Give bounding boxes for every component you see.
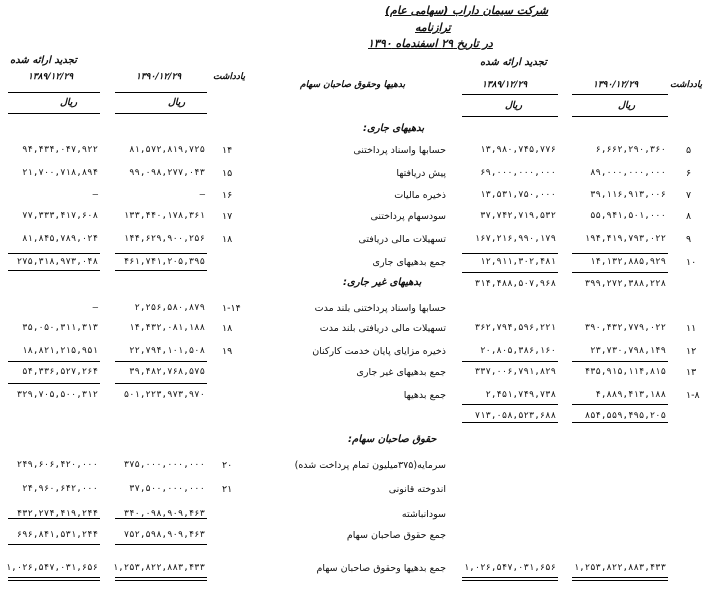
left-note: ۱۷	[222, 211, 233, 222]
left-current-value: ۳۹,۴۸۲,۷۶۸,۵۷۵	[129, 367, 205, 377]
right-unit-rule-2	[572, 116, 668, 117]
rule-equity-left2	[115, 518, 207, 519]
right-note: ۱۱	[686, 323, 697, 334]
left-current-value: ۵۰۱,۲۲۳,۹۷۳,۹۷۰	[123, 390, 205, 400]
left-prior-value: ۹۴,۴۳۴,۰۴۷,۹۲۲	[22, 145, 98, 155]
right-note: ۵	[686, 145, 692, 156]
right-current-unit: ریال	[618, 100, 636, 111]
right-current-value: ۴۳۵,۹۱۵,۱۱۴,۸۱۵	[584, 367, 666, 377]
left-current-value: ۳۴۰,۰۹۸,۹۰۹,۴۶۳	[123, 509, 205, 519]
right-prior-date: ۱۳۸۹/۱۲/۲۹	[482, 80, 528, 90]
left-prior-unit: ریال	[60, 97, 78, 108]
rule-sub-left	[8, 270, 100, 271]
right-note-header: یادداشت	[670, 80, 703, 90]
left-current-value: —	[199, 190, 205, 200]
left-prior-value: ۳۵,۰۵۰,۳۱۱,۳۱۳	[22, 323, 98, 333]
rule-total-left2	[115, 383, 207, 384]
statement-date: در تاریخ ۲۹ اسفندماه ۱۳۹۰	[368, 37, 493, 50]
left-prior-value: ۷۷,۳۳۳,۴۱۷,۶۰۸	[22, 211, 98, 221]
rule-sub-right2	[572, 272, 668, 273]
right-prior-value: ۷۱۳,۰۵۸,۵۲۳,۶۸۸	[474, 411, 556, 421]
left-row-label: اندوخته قانونی	[388, 484, 446, 495]
right-current-value: ۱۴,۱۳۲,۸۸۵,۹۲۹	[590, 257, 666, 267]
rule-sub-right	[462, 272, 558, 273]
left-prior-value: ۵۴,۳۳۶,۵۲۷,۲۶۴	[22, 367, 98, 377]
left-row-label: تسهیلات مالی دریافتی	[358, 234, 446, 245]
right-note: ۱۲	[686, 346, 697, 357]
left-prior-value: ۱۸,۸۲۱,۲۱۵,۹۵۱	[22, 346, 98, 356]
section-current-liabilities: بدهیهای جاری:	[363, 123, 425, 134]
left-row-label: تسهیلات مالی دریافتی بلند مدت	[319, 323, 446, 334]
right-current-value: ۸۵۴,۵۵۹,۴۹۵,۲۰۵	[584, 411, 666, 421]
right-prior-value: ۱۲,۹۱۱,۳۰۲,۴۸۱	[480, 257, 556, 267]
right-note: ۷	[686, 190, 692, 201]
right-note: ۸	[686, 211, 692, 222]
left-prior-value: ۲۴,۹۶۰,۶۴۲,۰۰۰	[22, 484, 98, 494]
right-prior-value: ۶۹,۰۰۰,۰۰۰,۰۰۰	[480, 168, 556, 178]
right-current-value: ۳۹۹,۲۷۲,۳۸۸,۲۲۸	[584, 279, 666, 289]
left-prior-value: ۴۳۲,۲۷۴,۴۱۹,۲۴۴	[16, 509, 98, 519]
right-current-value: ۶,۶۶۲,۲۹۰,۳۶۰	[595, 145, 666, 155]
left-row-label: حسابها واسناد پرداختنی	[353, 145, 446, 156]
left-row-label: پیش دریافتها	[396, 168, 446, 179]
rule-current-right2	[572, 253, 668, 254]
left-prior-value: ۱,۰۲۶,۵۴۷,۰۳۱,۶۵۶	[5, 563, 98, 573]
right-header-rule-2	[572, 94, 668, 95]
left-current-value: ۹۹,۰۹۸,۲۷۷,۰۴۳	[129, 168, 205, 178]
right-prior-value: ۱۶۷,۲۱۶,۹۹۰,۱۷۹	[474, 234, 556, 244]
left-row-label: سرمایه(۳۷۵میلیون تمام پرداخت شده)	[294, 460, 446, 471]
right-header-rule	[462, 94, 558, 95]
rule-total-right	[462, 404, 558, 405]
left-row-label: جمع بدهیهای جاری	[372, 257, 446, 268]
grand-total-double-left2	[115, 577, 207, 581]
right-current-value: ۸۹,۰۰۰,۰۰۰,۰۰۰	[590, 168, 666, 178]
right-prior-value: ۱,۰۲۶,۵۴۷,۰۳۱,۶۵۶	[463, 563, 556, 573]
left-current-value: ۲۲,۷۹۴,۱۰۱,۵۰۸	[129, 346, 205, 356]
rule-noncurrent-right	[462, 361, 558, 362]
grand-total-double-right	[462, 577, 558, 581]
left-unit-rule	[8, 113, 100, 114]
left-restated-label: تجدید ارائه شده	[10, 55, 77, 66]
rule-noncurrent-left	[8, 361, 100, 362]
right-prior-value: ۲۰,۸۰۵,۳۸۶,۱۶۰	[480, 346, 556, 356]
left-prior-value: —	[92, 303, 98, 313]
right-note: ۹	[686, 234, 692, 245]
right-caption: بدهیها وحقوق صاحبان سهام	[300, 80, 406, 90]
left-current-value: ۸۱,۵۷۲,۸۱۹,۷۲۵	[129, 145, 205, 155]
company-title: شرکت سیمان داراب (سهامی عام)	[385, 4, 549, 17]
right-note: ۱۰	[686, 257, 697, 268]
left-current-unit: ریال	[168, 97, 186, 108]
left-prior-value: ۲۷۵,۳۱۸,۹۷۳,۰۴۸	[16, 257, 98, 267]
left-current-value: ۱۴,۴۳۲,۰۸۱,۱۸۸	[129, 323, 205, 333]
left-note: ۲۰	[222, 460, 233, 471]
left-unit-rule-2	[115, 113, 207, 114]
left-note: ۱۸	[222, 323, 233, 334]
right-current-value: ۱,۲۵۳,۸۲۲,۸۸۳,۴۳۳	[573, 563, 666, 573]
left-prior-value: ۸۱,۸۴۵,۷۸۹,۰۲۴	[22, 234, 98, 244]
left-note: ۱۵	[222, 168, 233, 179]
rule-equity-left	[8, 518, 100, 519]
left-current-date: ۱۳۹۰/۱۲/۲۹	[136, 72, 182, 82]
right-current-value: ۵۵,۹۴۱,۵۰۱,۰۰۰	[590, 211, 666, 221]
left-note: ۱۹	[222, 346, 233, 357]
right-note: ۶	[686, 168, 692, 179]
left-current-value: ۴۶۱,۷۴۱,۲۰۵,۳۹۵	[123, 257, 205, 267]
right-prior-value: ۳۶۲,۷۹۴,۵۹۶,۲۲۱	[474, 323, 556, 333]
left-current-value: ۳۷,۵۰۰,۰۰۰,۰۰۰	[129, 484, 205, 494]
right-current-value: ۴,۸۸۹,۴۱۳,۱۸۸	[595, 390, 666, 400]
left-current-value: ۱۴۴,۶۲۹,۹۰۰,۲۵۶	[123, 234, 205, 244]
right-current-value: ۲۳,۷۳۰,۷۹۸,۱۴۹	[590, 346, 666, 356]
rule-equity-left4	[115, 544, 207, 545]
left-prior-date: ۱۳۸۹/۱۲/۲۹	[28, 72, 74, 82]
right-note: ۱-۸	[686, 390, 700, 401]
right-current-value: ۱۹۴,۴۱۹,۷۹۳,۰۲۲	[584, 234, 666, 244]
left-current-value: ۱,۲۵۳,۸۲۲,۸۸۳,۴۳۳	[112, 563, 205, 573]
rule-equity-left3	[8, 544, 100, 545]
statement-title: ترازنامه	[415, 21, 451, 34]
left-row-label: جمع حقوق صاحبان سهام	[346, 530, 446, 541]
left-row-label: جمع بدهیها	[403, 390, 446, 401]
right-restated-label: تجدید ارائه شده	[480, 57, 547, 68]
grand-total-double-left	[8, 577, 100, 581]
left-prior-value: ۳۲۹,۷۰۵,۵۰۰,۳۱۲	[16, 390, 98, 400]
right-current-date: ۱۳۹۰/۱۲/۲۹	[593, 80, 639, 90]
rule-current-left	[8, 253, 100, 254]
rule-total-right2	[572, 404, 668, 405]
right-prior-value: ۱۳,۵۳۱,۷۵۰,۰۰۰	[480, 190, 556, 200]
left-row-label: ذخیره مالیات	[394, 190, 446, 201]
left-row-label: جمع بدهیها وحقوق صاحبان سهام	[316, 563, 446, 574]
left-header-rule-2	[115, 92, 207, 93]
right-prior-value: ۳۱۴,۴۸۸,۵۰۷,۹۶۸	[474, 279, 556, 289]
left-note: ۱۴	[222, 145, 233, 156]
section-noncurrent-liabilities: بدهیهای غیر جاری:	[343, 277, 422, 288]
rule-noncurrent-right2	[572, 361, 668, 362]
rule-total-right-b	[462, 422, 558, 423]
left-current-value: ۱۳۳,۴۴۰,۱۷۸,۳۶۱	[123, 211, 205, 221]
left-row-label: ذخیره مزایای پایان خدمت کارکنان	[312, 346, 446, 357]
right-note: ۱۳	[686, 367, 697, 378]
left-row-label: جمع بدهیهای غیر جاری	[356, 367, 446, 378]
left-current-value: ۷۵۲,۵۹۸,۹۰۹,۴۶۳	[123, 530, 205, 540]
section-equity: حقوق صاحبان سهام:	[348, 434, 437, 445]
left-note: ۱-۱۴	[222, 303, 241, 314]
left-current-value: ۳۷۵,۰۰۰,۰۰۰,۰۰۰	[123, 460, 205, 470]
left-prior-value: ۲۱,۷۰۰,۷۱۸,۸۹۴	[22, 168, 98, 178]
rule-current-right	[462, 253, 558, 254]
rule-sub-left2	[115, 270, 207, 271]
right-prior-value: ۳۳۷,۰۰۶,۷۹۱,۸۲۹	[474, 367, 556, 377]
left-prior-value: —	[92, 190, 98, 200]
rule-current-left2	[115, 253, 207, 254]
right-unit-rule	[462, 116, 558, 117]
left-row-label: سودانباشته	[401, 509, 446, 520]
rule-total-left	[8, 383, 100, 384]
right-prior-value: ۳۷,۷۴۲,۷۱۹,۵۳۲	[480, 211, 556, 221]
left-note: ۲۱	[222, 484, 233, 495]
left-prior-value: ۶۹۶,۸۴۱,۵۳۱,۲۴۴	[16, 530, 98, 540]
left-header-rule	[8, 92, 100, 93]
left-note: ۱۶	[222, 190, 233, 201]
right-current-value: ۳۹,۱۱۶,۹۱۳,۰۰۶	[590, 190, 666, 200]
left-current-value: ۲,۲۵۶,۵۸۰,۸۷۹	[134, 303, 205, 313]
right-prior-unit: ریال	[505, 100, 523, 111]
rule-noncurrent-left2	[115, 361, 207, 362]
right-current-value: ۳۹۰,۴۳۲,۷۷۹,۰۲۲	[584, 323, 666, 333]
right-prior-value: ۱۳,۹۸۰,۷۴۵,۷۷۶	[480, 145, 556, 155]
left-row-label: حسابها واسناد پرداختنی بلند مدت	[314, 303, 446, 314]
rule-total-right-b2	[572, 422, 668, 423]
left-note: ۱۸	[222, 234, 233, 245]
right-prior-value: ۲,۴۵۱,۷۴۹,۷۳۸	[485, 390, 556, 400]
left-prior-value: ۲۴۹,۶۰۶,۴۲۰,۰۰۰	[16, 460, 98, 470]
left-note-header: یادداشت	[213, 72, 246, 82]
grand-total-double-right2	[572, 577, 668, 581]
left-row-label: سودسهام پرداختنی	[370, 211, 446, 222]
